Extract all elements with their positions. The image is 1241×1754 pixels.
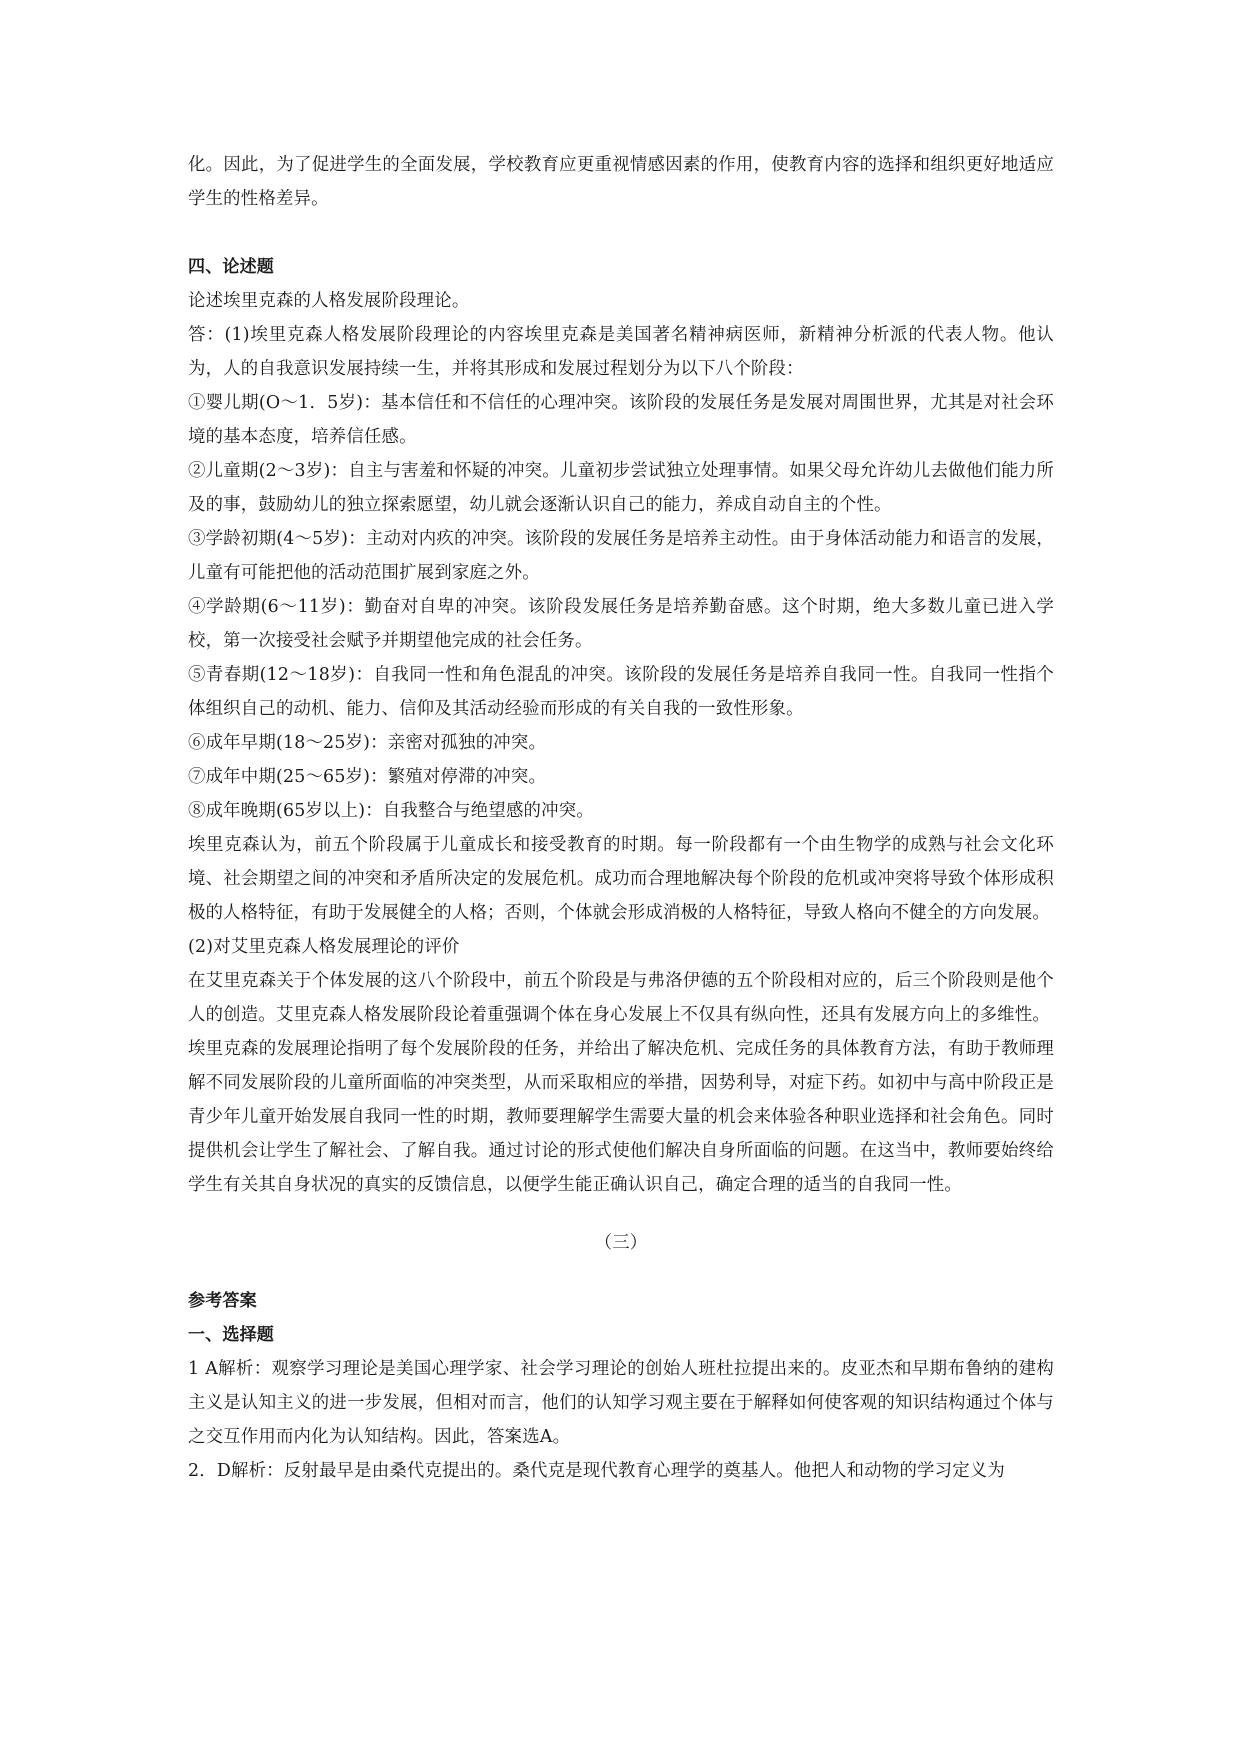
stage-item: ⑥成年早期(18～25岁)：亲密对孤独的冲突。 <box>188 733 547 753</box>
section-heading-essay: 四、论述题 <box>188 257 274 277</box>
summary-paragraph: 埃里克森认为，前五个阶段属于儿童成长和接受教育的时期。每一阶段都有一个由生物学的成熟与社会文化环境、社会期望之间的冲突和矛盾所决定的发展危机。成功而合理地解决每个阶段的危机或冲突将导致个体形成积极的人格特征，有助于发展健全的人格；否则，个体就会形成消极的人格特征，导致人格向不健全的方向发展。 <box>188 835 1054 923</box>
stage-item: ①婴儿期(O～1．5岁)：基本信任和不信任的心理冲突。该阶段的发展任务是发展对周围世界，尤其是对社会环境的基本态度，培养信任感。 <box>188 393 1054 447</box>
stage-item: ⑤青春期(12～18岁)：自我同一性和角色混乱的冲突。该阶段的发展任务是培养自我同一性。自我同一性指个体组织自己的动机、能力、信仰及其活动经验而形成的有关自我的一致性形象。 <box>188 665 1054 719</box>
evaluation-paragraph-1: 在艾里克森关于个体发展的这八个阶段中，前五个阶段是与弗洛伊德的五个阶段相对应的，后三个阶段则是他个人的创造。艾里克森人格发展阶段论着重强调个体在身心发展上不仅具有纵向性，还具有发展方向上的多维性。 <box>188 971 1054 1025</box>
part-marker: （三） <box>594 1233 648 1253</box>
essay-question: 论述埃里克森的人格发展阶段理论。 <box>188 291 470 311</box>
intro-paragraph: 化。因此，为了促进学生的全面发展，学校教育应更重视情感因素的作用，使教育内容的选择和组织更好地适应学生的性格差异。 <box>188 155 1054 209</box>
stage-item: ③学龄初期(4～5岁)：主动对内疚的冲突。该阶段的发展任务是培养主动性。由于身体活动能力和语言的发展，儿童有可能把他的活动范围扩展到家庭之外。 <box>188 529 1054 583</box>
spacer <box>188 1260 1054 1284</box>
spacer <box>188 1202 1054 1226</box>
stage-item: ⑦成年中期(25～65岁)：繁殖对停滞的冲突。 <box>188 767 547 787</box>
spacer <box>188 216 1054 250</box>
answers-heading: 参考答案 <box>188 1291 257 1311</box>
evaluation-paragraph-2: 埃里克森的发展理论指明了每个发展阶段的任务，并给出了解决危机、完成任务的具体教育方法，有助于教师理解不同发展阶段的儿童所面临的冲突类型，从而采取相应的举措，因势利导，对症下药。如初中与高中阶段正是青少年儿童开始发展自我同一性的时期，教师要理解学生需要大量的机会来体验各种职业选择和社会角色。同时提供机会让学生了解社会、了解自我。通过讨论的形式使他们解决自身所面临的问题。在这当中，教师要始终给学生有关其自身状况的真实的反馈信息，以便学生能正确认识自己，确定合理的适当的自我同一性。 <box>188 1039 1054 1195</box>
stage-item: ④学龄期(6～11岁)：勤奋对自卑的冲突。该阶段发展任务是培养勤奋感。这个时期，绝大多数儿童已进入学校，第一次接受社会赋予并期望他完成的社会任务。 <box>188 597 1054 651</box>
stage-item: ⑧成年晚期(65岁以上)：自我整合与绝望感的冲突。 <box>188 801 594 821</box>
evaluation-heading: (2)对艾里克森人格发展理论的评价 <box>188 937 460 957</box>
document-page <box>188 148 1054 1488</box>
answer-intro: 答：(1)埃里克森人格发展阶段理论的内容埃里克森是美国著名精神病医师，新精神分析派的代表人物。他认为，人的自我意识发展持续一生，并将其形成和发展过程划分为以下八个阶段： <box>188 325 1054 379</box>
section-heading-choice: 一、选择题 <box>188 1325 274 1345</box>
answer-item: 1 A解析：观察学习理论是美国心理学家、社会学习理论的创始人班杜拉提出来的。皮亚杰和早期布鲁纳的建构主义是认知主义的进一步发展，但相对而言，他们的认知学习观主要在于解释如何使客观的知识结构通过个体与之交互作用而内化为认知结构。因此，答案选A。 <box>188 1359 1054 1447</box>
answer-item: 2．D解析：反射最早是由桑代克提出的。桑代克是现代教育心理学的奠基人。他把人和动物的学习定义为 <box>188 1461 1005 1481</box>
stage-item: ②儿童期(2～3岁)：自主与害羞和怀疑的冲突。儿童初步尝试独立处理事情。如果父母允许幼儿去做他们能力所及的事，鼓励幼儿的独立探索愿望，幼儿就会逐渐认识自己的能力，养成自动自主的个性。 <box>188 461 1054 515</box>
